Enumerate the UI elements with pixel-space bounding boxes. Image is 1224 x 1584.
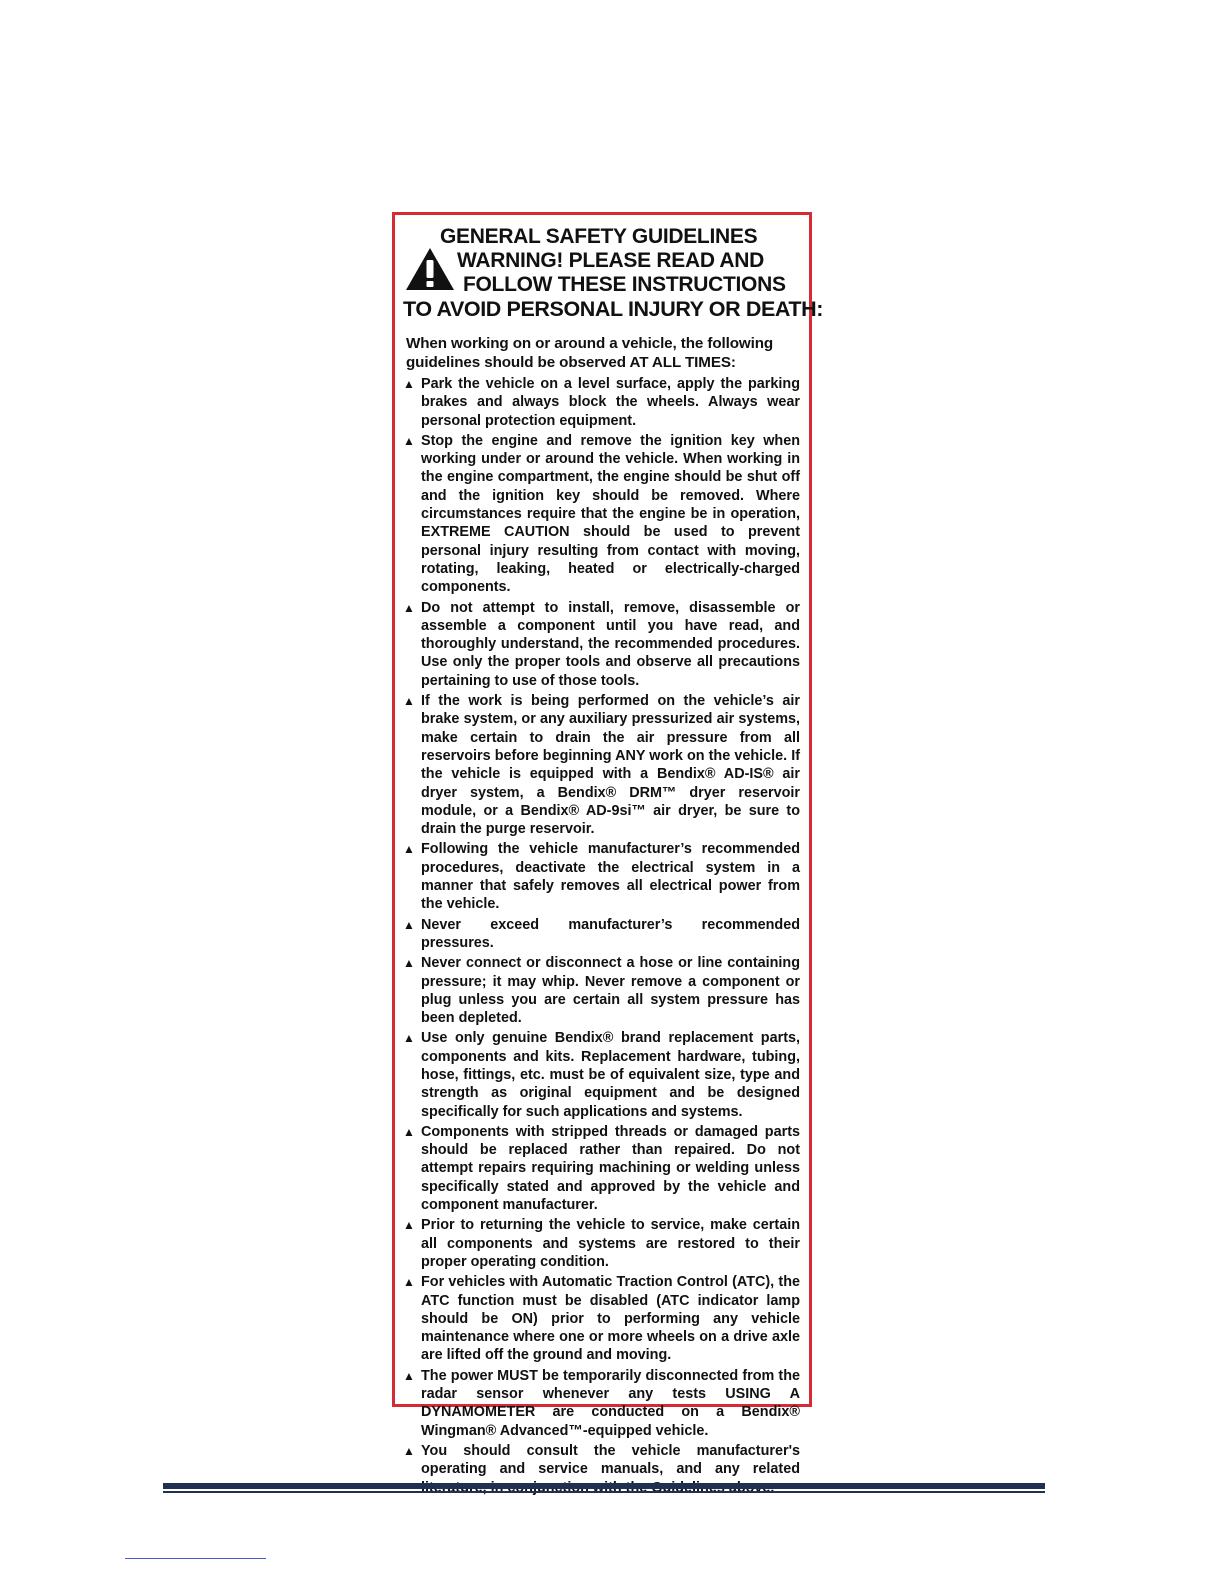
guideline-item: ▲ Components with stripped threads or damaged parts should be replaced rather than repaired. Do not attempt repairs requiring machining or welding unless specifically stated and approved by the vehicle and component manufacturer. <box>403 1123 800 1214</box>
guideline-item: ▲ Park the vehicle on a level surface, apply the parking brakes and always block the wheels. Always wear personal protection equipment. <box>403 375 800 430</box>
warning-triangle-icon <box>405 247 455 291</box>
guideline-item: ▲ Following the vehicle manufacturer’s recommended procedures, deactivate the electrical system in a manner that safely removes all electrical power from the vehicle. <box>403 840 800 913</box>
intro-text: When working on or around a vehicle, the following guidelines should be observed AT ALL TIMES: <box>406 335 774 371</box>
guideline-item: ▲ Do not attempt to install, remove, disassemble or assemble a component until you have read, and thoroughly understand, the recommended procedures. Use only the proper tools and observe all precautions pertaining to use of those tools. <box>403 599 800 690</box>
safety-header <box>403 225 824 334</box>
guideline-item: ▲ The power MUST be temporarily disconnected from the radar sensor whenever any tests USING A DYNAMOMETER are conducted on a Bendix® Wingman® Advanced™-equipped vehicle. <box>403 1367 800 1440</box>
warning-line: WARNING! PLEASE READ AND <box>457 249 765 272</box>
footer-link-underline[interactable] <box>125 1558 266 1559</box>
guideline-item: ▲ Stop the engine and remove the ignition key when working under or around the vehicle. When working in the engine compartment, the engine should be shut off and the ignition key should be removed. Where circumstances require that the engine be in operation, EXTREME CAUTION should be used to prevent personal injury resulting from contact with moving, rotating, leaking, heated or electrically-charged components. <box>403 432 800 597</box>
guideline-item: ▲ Never exceed manufacturer’s recommended pressures. <box>403 916 800 953</box>
instructions-line: FOLLOW THESE INSTRUCTIONS <box>463 273 786 296</box>
safety-title: GENERAL SAFETY GUIDELINES <box>440 225 758 248</box>
guideline-item: ▲ You should consult the vehicle manufacturer's operating and service manuals, and any related <box>403 1442 800 1497</box>
guidelines-list <box>403 375 800 1497</box>
guideline-item: ▲ Prior to returning the vehicle to service, make certain all components and systems are restored to their proper operating condition. <box>403 1216 800 1271</box>
guideline-item: ▲ If the work is being performed on the vehicle’s air brake system, or any auxiliary pressurized air systems, make certain to drain the air pressure from all reservoirs before beginning ANY work on the vehicle. If the vehicle is equipped with a Bendix® AD-IS® air dryer system, a Bendix® DRM™ dryer reservoir module, or a Bendix® AD-9si™ air dryer, be sure to drain the purge reservoir. <box>403 692 800 838</box>
footer-rule-thick <box>163 1483 1045 1489</box>
guideline-item: ▲ Never connect or disconnect a hose or line containing pressure; it may whip. Never remove a component or plug unless you are certain all system pressure has been depleted. <box>403 954 800 1027</box>
guideline-item: ▲ For vehicles with Automatic Traction Control (ATC), the ATC function must be disabled (ATC indicator lamp should be ON) prior to performing any vehicle maintenance where one or more wheels on a drive axle are lifted off the ground and moving. <box>403 1273 800 1364</box>
injury-warning-line: TO AVOID PERSONAL INJURY OR DEATH: <box>403 297 824 321</box>
footer-rule-thin <box>163 1491 1045 1493</box>
guideline-item: ▲ Use only genuine Bendix® brand replacement parts, components and kits. Replacement hardware, tubing, hose, fittings, etc. must be of equivalent size, type and strength as original equipment and be designed specifically for such applications and systems. <box>403 1029 800 1120</box>
safety-guidelines-box <box>392 212 824 1478</box>
